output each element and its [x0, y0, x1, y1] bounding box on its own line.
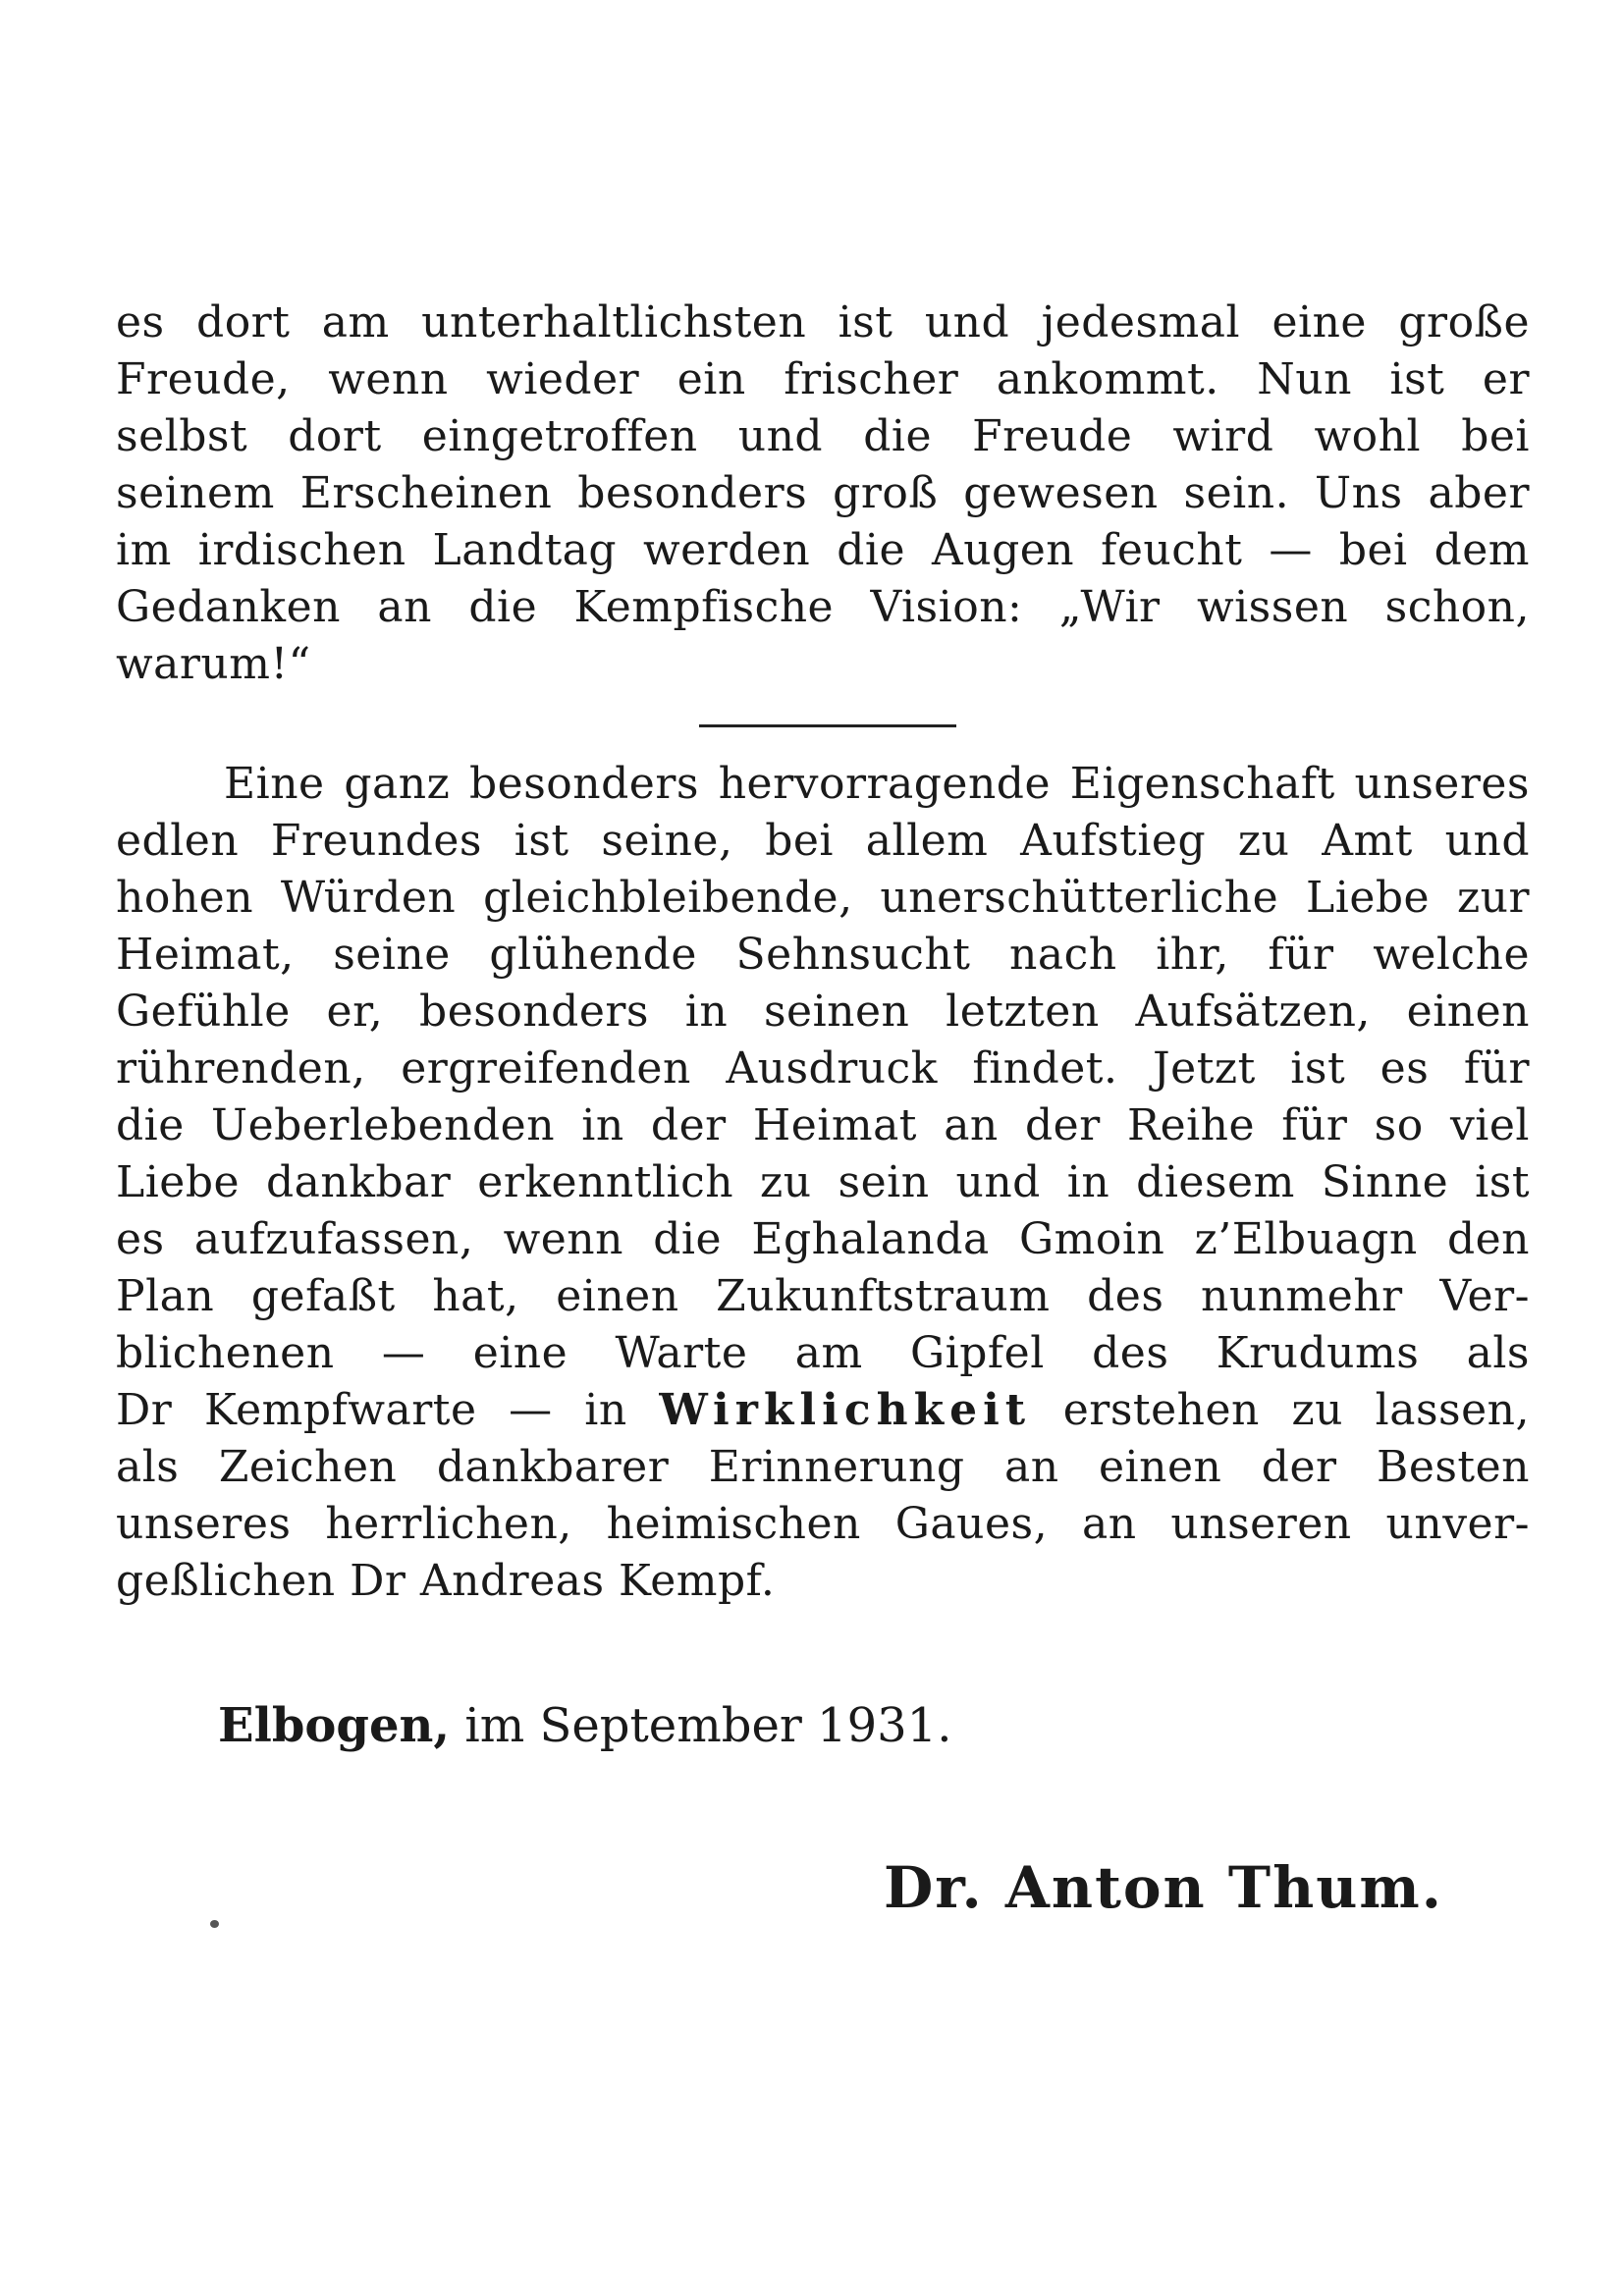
section-divider	[699, 724, 956, 727]
text-line: es aufzufassen, wenn die Eghalanda Gmoin z’Elbuagn den	[116, 1214, 1530, 1264]
signature: Dr. Anton Thum.	[884, 1854, 1443, 1921]
text-line: Liebe dankbar erkenntlich zu sein und in diesem Sinne ist	[116, 1157, 1530, 1207]
text-segment: Dr Kempfwarte — in	[116, 1385, 660, 1435]
text-line: Plan gefaßt hat, einen Zukunftstraum des nunmehr Ver-	[116, 1271, 1530, 1321]
text-line: Eine ganz besonders hervorragende Eigenschaft unseres	[224, 759, 1530, 809]
text-line: Gefühle er, besonders in seinen letzten Aufsätzen, einen	[116, 987, 1530, 1037]
text-line: unseres herrlichen, heimischen Gaues, an unseren unver-	[116, 1499, 1530, 1549]
text-line: Freude, wenn wieder ein frischer ankommt. Nun ist er	[116, 354, 1530, 404]
text-line: warum!“	[116, 639, 311, 689]
text-line: die Ueberlebenden in der Heimat an der Reihe für so viel	[116, 1100, 1530, 1150]
text-line: rührenden, ergreifenden Ausdruck findet. Jetzt ist es für	[116, 1043, 1530, 1094]
text-line	[116, 1382, 1530, 1439]
text-line: Gedanken an die Kempfische Vision: „Wir wissen schon,	[116, 582, 1530, 632]
text-line: im irdischen Landtag werden die Augen feucht — bei dem	[116, 525, 1530, 575]
paragraph-1	[116, 294, 1530, 693]
dateline	[218, 1696, 951, 1755]
text-line: selbst dort eingetroffen und die Freude wird wohl bei	[116, 411, 1530, 461]
spaced-word: Wirklichkeit	[659, 1385, 1032, 1435]
text-line: seinem Erscheinen besonders groß gewesen sein. Uns aber	[116, 468, 1530, 518]
text-line: blichenen — eine Warte am Gipfel des Krudums als	[116, 1328, 1530, 1378]
dateline-place: Elbogen,	[218, 1698, 451, 1753]
dateline-date: im September 1931.	[450, 1698, 952, 1753]
text-line: es dort am unterhaltlichsten ist und jedesmal eine große	[116, 297, 1530, 347]
text-line: geßlichen Dr Andreas Kempf.	[116, 1556, 776, 1606]
ink-speck	[210, 1920, 219, 1928]
text-line: hohen Würden gleichbleibende, unerschütterliche Liebe zur	[116, 873, 1530, 923]
paragraph-2	[116, 756, 1530, 1610]
text-line: edlen Freundes ist seine, bei allem Aufstieg zu Amt und	[116, 816, 1530, 866]
text-line: als Zeichen dankbarer Erinnerung an einen der Besten	[116, 1442, 1530, 1492]
text-segment: erstehen zu lassen,	[1031, 1385, 1530, 1435]
text-line: Heimat, seine glühende Sehnsucht nach ihr, für welche	[116, 930, 1530, 980]
